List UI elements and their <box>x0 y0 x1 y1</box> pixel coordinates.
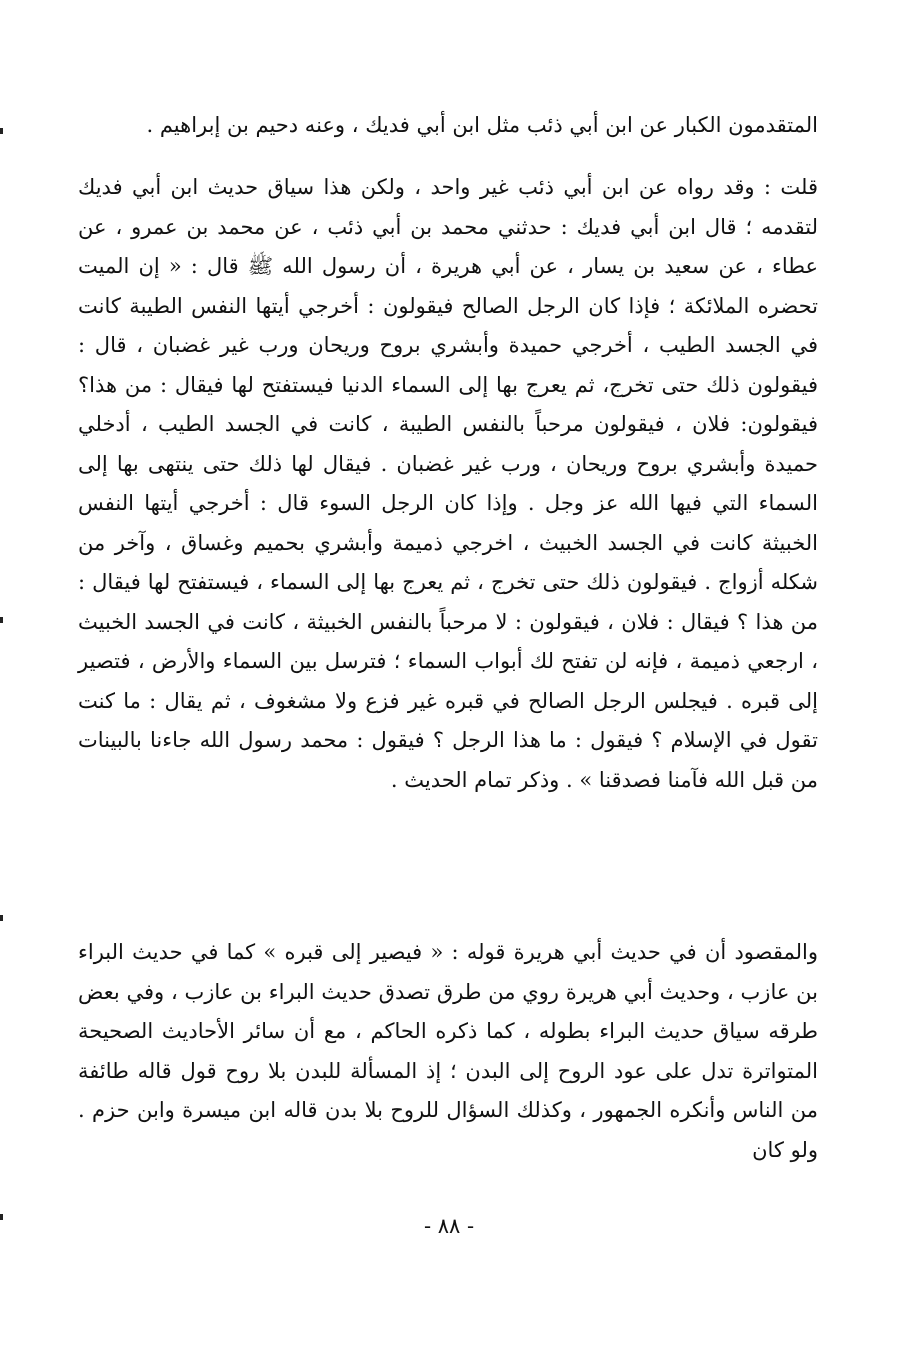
paragraph-continuation: المتقدمون الكبار عن ابن أبي ذئب مثل ابن أبي فديك ، وعنه دحيم بن إبراهيم . <box>146 113 818 137</box>
scan-edge-mark <box>0 1214 3 1220</box>
scan-edge-mark <box>0 128 3 134</box>
scan-edge-mark <box>0 915 3 921</box>
page-number: - ٨٨ - <box>423 1214 475 1238</box>
paragraph-hadith-narration: قلت : وقد رواه عن ابن أبي ذئب غير واحد ، ولكن هذا سياق حديث ابن أبي فديك لتقدمه ؛ قال ابن أبي فديك : حدثني محمد بن أبي ذئب ، عن محمد بن عمرو ، عن عطاء ، عن سعيد بن يسار ، عن أبي هريرة ، أن رسول الله ﷺ قال : « إن الميت تحضره الملائكة ؛ فإذا كان الرجل الصالح فيقولون : أخرجي أيتها النفس الطيبة كانت في الجسد الطيب ، أخرجي حميدة وأبشري بروح وريحان ورب غير غضبان ، قال : فيقولون ذلك حتى تخرج، ثم يعرج بها إلى السماء الدنيا فيستفتح لها فيقال : من هذا؟ فيقولون: فلان ، فيقولون مرحباً بالنفس الطيبة ، كانت في الجسد الطيب ، أدخلي حميدة وأبشري بروح وريحان ، ورب غير غضبان . فيقال لها ذلك حتى ينتهى بها إلى السماء التي فيها الله عز وجل . وإذا كان الرجل السوء قال : أخرجي أيتها النفس الخبيثة كانت في الجسد الخبيث ، اخرجي ذميمة وأبشري بحميم وغساق ، وآخر من شكله أزواج . فيقولون ذلك حتى تخرج ، ثم يعرج بها إلى السماء ، فيستفتح لها فيقال : من هذا ؟ فيقال : فلان ، فيقولون : لا مرحباً بالنفس الخبيثة ، كانت في الجسد الخبيث ، ارجعي ذميمة ، فإنه لن تفتح لك أبواب السماء ؛ فترسل بين السماء والأرض ، فتصير إلى قبره . فيجلس الرجل الصالح في قبره غير فزع ولا مشغوف ، ثم يقال : ما كنت تقول في الإسلام ؟ فيقول : ما هذا الرجل ؟ فيقول : محمد رسول الله جاءنا بالبينات من قبل الله فآمنا فصدقنا » . وذكر تمام الحديث . <box>78 175 819 792</box>
paragraph-commentary: والمقصود أن في حديث أبي هريرة قوله : « فيصير إلى قبره » كما في حديث البراء بن عازب ، وحديث أبي هريرة روي من طرق تصدق حديث البراء بن عازب ، وفي بعض طرقه سياق حديث البراء بطوله ، كما ذكره الحاكم ، مع أن سائر الأحاديث الصحيحة المتواترة تدل على عود الروح إلى البدن ؛ إذ المسألة للبدن بلا روح قول قاله طائفة من الناس وأنكره الجمهور ، وكذلك السؤال للروح بلا بدن قاله ابن ميسرة وابن حزم . ولو كان <box>78 940 818 1162</box>
scan-edge-mark <box>0 617 3 623</box>
